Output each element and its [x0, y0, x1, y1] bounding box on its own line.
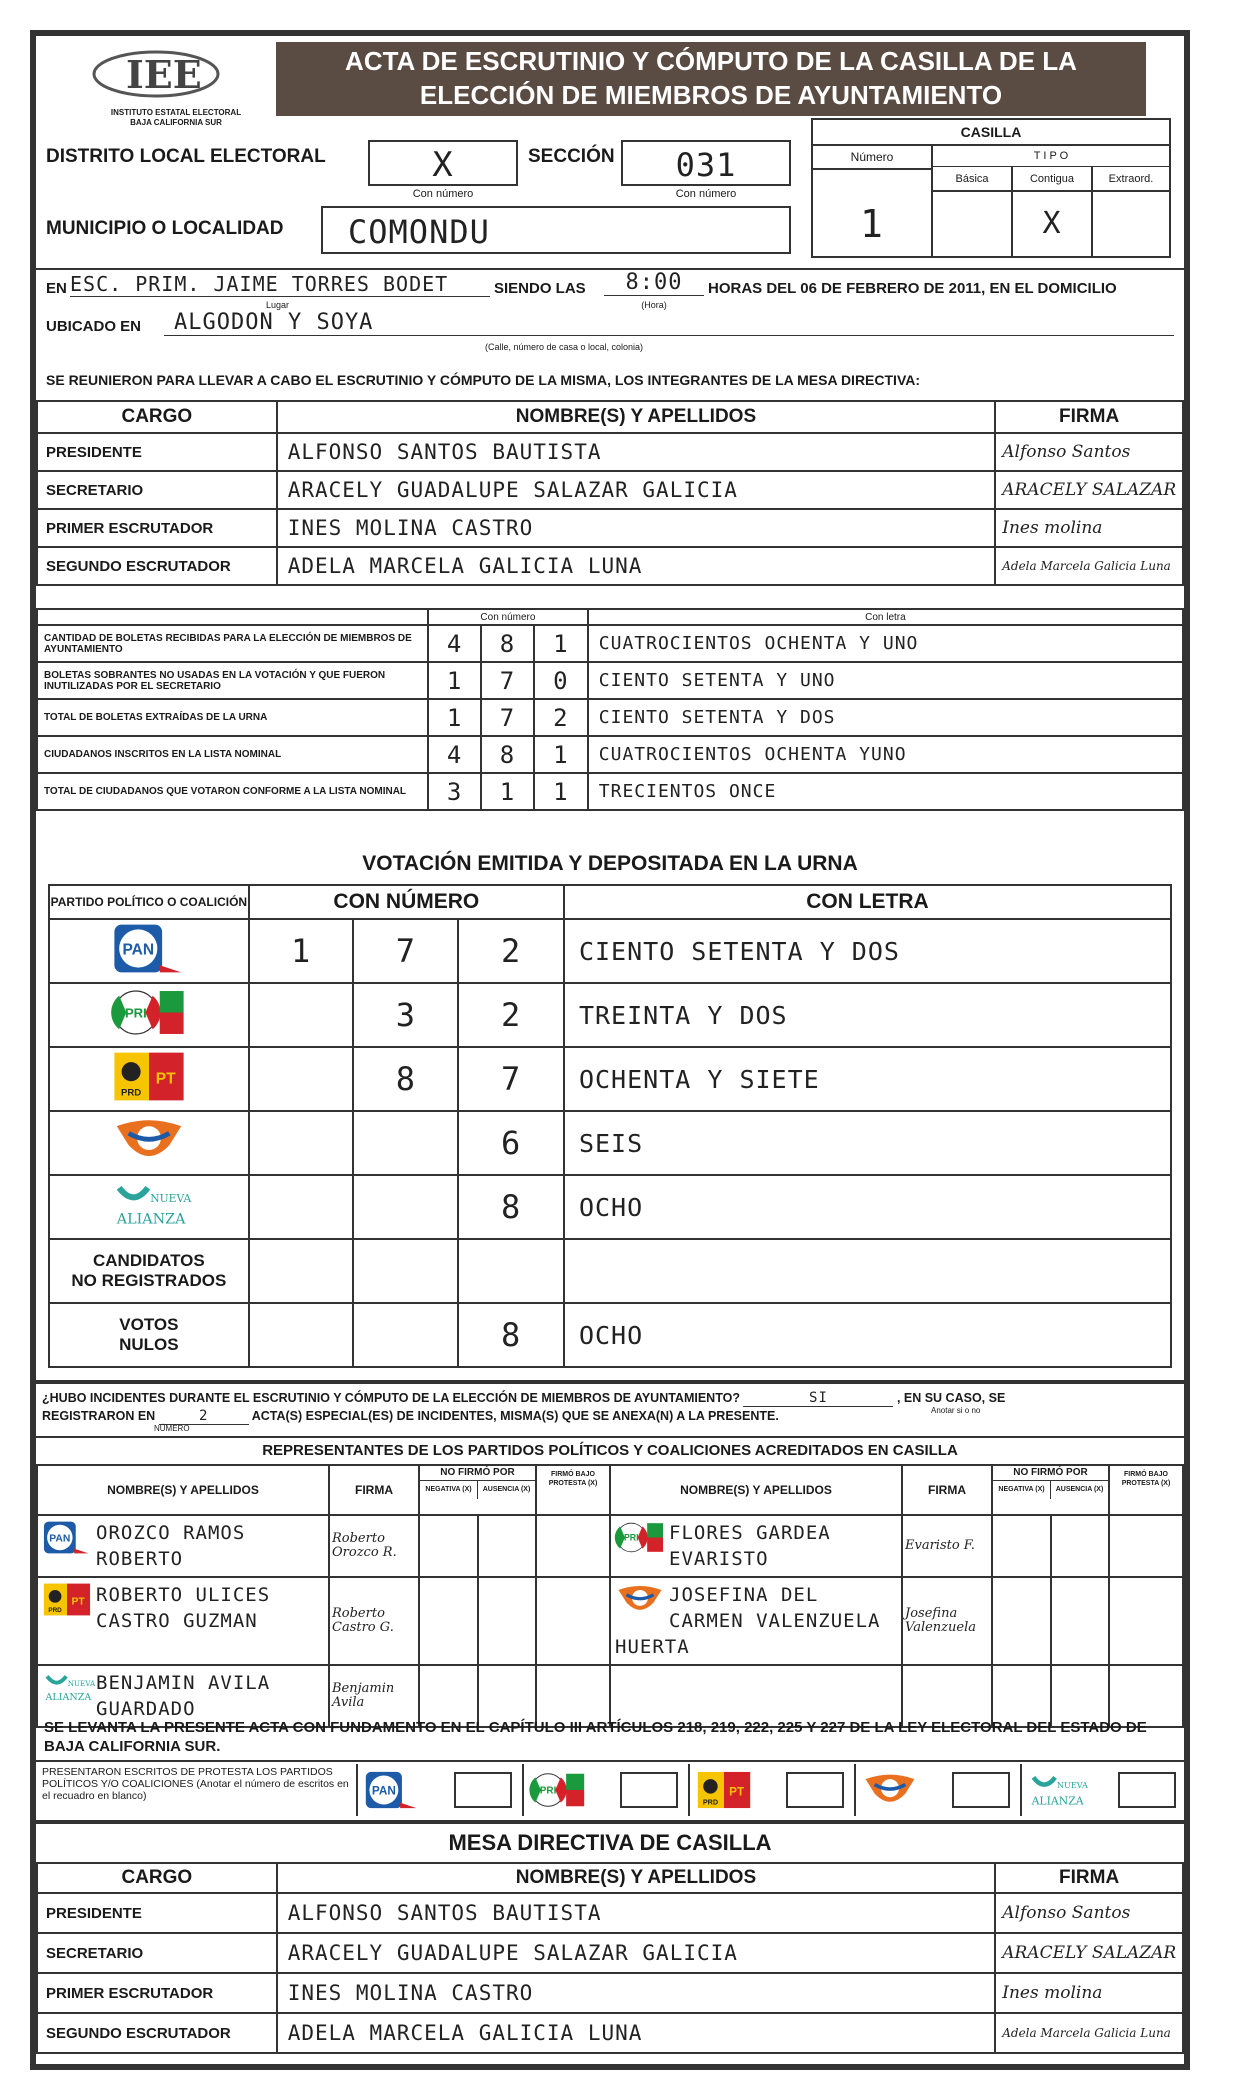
title-line2: ELECCIÓN DE MIEMBROS DE AYUNTAMIENTO: [419, 80, 1003, 110]
digit-units[interactable]: 2: [534, 699, 588, 736]
digit-tens[interactable]: 8: [481, 625, 534, 662]
pan-logo-icon: [112, 922, 186, 980]
vote-digit-hundreds[interactable]: [249, 1175, 354, 1239]
protesta-count-box[interactable]: [1118, 1772, 1176, 1808]
protesta-count-box[interactable]: [952, 1772, 1010, 1808]
no-firmo-header: [419, 1465, 536, 1515]
bajo-protesta-checkbox[interactable]: [536, 1577, 610, 1665]
negativa-label: NEGATIVA (X): [420, 1481, 478, 1499]
mesa2-firma-header: FIRMA: [995, 1863, 1183, 1893]
anotar-caption: Anotar si o no: [931, 1406, 981, 1415]
protesta-count-box[interactable]: [620, 1772, 678, 1808]
svg-text:NUEVA: NUEVA: [150, 1192, 192, 1206]
svg-text:ALIANZA: ALIANZA: [1031, 1794, 1084, 1808]
protesta-row: [356, 1764, 1184, 1816]
svg-text:PRI: PRI: [539, 1785, 557, 1797]
nombre-cell[interactable]: ALFONSO SANTOS BAUTISTA: [277, 1893, 996, 1933]
vote-digit-tens[interactable]: [353, 1239, 458, 1303]
firmo-bajo-protesta-header: FIRMÓ BAJO PROTESTA (X): [1109, 1465, 1183, 1515]
boletas-label: BOLETAS SOBRANTES NO USADAS EN LA VOTACIÓN Y QUE FUERON INUTILIZADAS POR EL SECRETARIO: [37, 662, 428, 699]
hora-value: 8:00: [604, 270, 704, 296]
repr-firma-header: FIRMA: [329, 1465, 419, 1515]
vote-digit-units[interactable]: 8: [458, 1303, 564, 1367]
municipio-label: MUNICIPIO O LOCALIDAD: [46, 218, 284, 239]
nombre-cell[interactable]: ADELA MARCELA GALICIA LUNA: [277, 2013, 996, 2053]
incidentes-question: ¿HUBO INCIDENTES DURANTE EL ESCRUTINIO Y CÓMPUTO DE LA ELECCIÓN DE MIEMBROS DE AYUNTAMIENTO?: [42, 1391, 740, 1405]
representante-nombre: FLORES GARDEA EVARISTO: [669, 1522, 831, 1570]
digit-hundreds[interactable]: 3: [428, 773, 481, 810]
ausencia-label: AUSENCIA (X): [1055, 1486, 1104, 1493]
incidentes-line2: [42, 1408, 779, 1425]
domicilio-caption: (Calle, número de casa o local, colonia): [484, 342, 644, 352]
prd-pt-logo-icon: [696, 1770, 752, 1815]
lugar-caption: Lugar: [266, 300, 290, 310]
firma-signature[interactable]: Adela Marcela Galicia Luna: [995, 547, 1183, 585]
protesta-pri-pvem: [522, 1764, 688, 1816]
cargo-cell: PRESIDENTE: [37, 433, 277, 471]
distrito-label: DISTRITO LOCAL ELECTORAL: [46, 146, 326, 167]
siendo-label: SIENDO LAS: [494, 280, 586, 297]
svg-text:PRI: PRI: [623, 1532, 639, 1543]
svg-text:ALIANZA: ALIANZA: [45, 1692, 92, 1704]
protesta-municipal: [854, 1764, 1020, 1816]
vote-letra-cell[interactable]: OCHO: [564, 1175, 1171, 1239]
institute-line2: BAJA CALIFORNIA SUR: [130, 118, 222, 127]
ausencia-checkbox[interactable]: [1051, 1515, 1110, 1577]
digit-tens[interactable]: 1: [481, 773, 534, 810]
mesa-row-segundo-escrutador: [37, 547, 1183, 585]
digit-tens[interactable]: 7: [481, 662, 534, 699]
representante-row: [37, 1577, 1183, 1665]
repr-nombre-header: NOMBRE(S) Y APELLIDOS: [610, 1465, 902, 1515]
votacion-row-votos-nulos: [49, 1303, 1171, 1367]
representante-nombre-cell[interactable]: [37, 1515, 329, 1577]
vote-digit-hundreds[interactable]: [249, 1303, 354, 1367]
svg-text:NUEVA: NUEVA: [67, 1678, 96, 1688]
nulos-line1: VOTOS: [119, 1315, 179, 1334]
protesta-count-box[interactable]: [454, 1772, 512, 1808]
digit-hundreds[interactable]: 4: [428, 736, 481, 773]
digit-units[interactable]: 0: [534, 662, 588, 699]
incidentes-line1-end: , EN SU CASO, SE: [896, 1391, 1006, 1405]
cargo-cell: SECRETARIO: [37, 471, 277, 509]
negativa-checkbox[interactable]: [992, 1577, 1051, 1665]
no-firmo-label: NO FIRMÓ POR: [420, 1466, 535, 1481]
firmo-bajo-protesta-header: FIRMÓ BAJO PROTESTA (X): [536, 1465, 610, 1515]
cnr-line2: NO REGISTRADOS: [71, 1271, 227, 1290]
seccion-field[interactable]: [621, 140, 791, 186]
registraron-text: ACTA(S) ESPECIAL(ES) DE INCIDENTES, MISMA(S) QUE SE ANEXA(N) A LA PRESENTE.: [251, 1409, 779, 1423]
ausencia-checkbox[interactable]: [478, 1515, 537, 1577]
firma-signature[interactable]: Ines molina: [995, 1973, 1183, 2013]
vote-digit-units[interactable]: [458, 1239, 564, 1303]
representante-nombre: BENJAMIN AVILA GUARDADO: [96, 1672, 271, 1720]
votacion-row-prd-pt: [49, 1047, 1171, 1111]
vote-letra-cell[interactable]: TREINTA Y DOS: [564, 983, 1171, 1047]
en-label: EN: [46, 280, 67, 297]
vote-letra-cell[interactable]: OCHENTA Y SIETE: [564, 1047, 1171, 1111]
protesta-nueva-alianza: [1020, 1764, 1186, 1816]
reunieron-text: SE REUNIERON PARA LLEVAR A CABO EL ESCRUTINIO Y CÓMPUTO DE LA MISMA, LOS INTEGRANTES DE LA MESA DIRECTIVA:: [46, 372, 921, 388]
basica-label: Básica: [933, 168, 1011, 192]
repr-nombre-header: NOMBRE(S) Y APELLIDOS: [37, 1465, 329, 1515]
pri-pvem-logo-icon: [615, 1520, 665, 1560]
vote-letra-cell[interactable]: OCHO: [564, 1303, 1171, 1367]
pan-logo-icon: [42, 1520, 92, 1560]
boletas-label: TOTAL DE BOLETAS EXTRAÍDAS DE LA URNA: [37, 699, 428, 736]
partido-header: PARTIDO POLÍTICO O COALICIÓN: [49, 885, 249, 919]
svg-text:PAN: PAN: [371, 1784, 396, 1798]
representante-firma[interactable]: Roberto Castro G.: [329, 1577, 419, 1665]
mesa-row-presidente: [37, 433, 1183, 471]
nombre-cell[interactable]: ADELA MARCELA GALICIA LUNA: [277, 547, 996, 585]
mesa2-title: MESA DIRECTIVA DE CASILLA: [448, 1830, 772, 1855]
letra-cell[interactable]: CIENTO SETENTA Y DOS: [588, 699, 1183, 736]
cargo-cell: SEGUNDO ESCRUTADOR: [37, 2013, 277, 2053]
cargo-header: CARGO: [37, 401, 277, 433]
boletas-row: [37, 625, 1183, 662]
firma-signature[interactable]: Alfonso Santos: [995, 1893, 1183, 1933]
cargo-cell: SECRETARIO: [37, 1933, 277, 1973]
vote-digit-tens[interactable]: 7: [353, 919, 458, 983]
firma-signature[interactable]: ARACELY SALAZAR: [995, 471, 1183, 509]
digit-tens[interactable]: 8: [481, 736, 534, 773]
incidentes-line1: [42, 1390, 1005, 1407]
svg-text:NUEVA: NUEVA: [1056, 1780, 1088, 1791]
votacion-row-pan: [49, 919, 1171, 983]
cargo-cell: PRESIDENTE: [37, 1893, 277, 1933]
firma-signature[interactable]: Alfonso Santos: [995, 433, 1183, 471]
digit-units[interactable]: 1: [534, 736, 588, 773]
letra-cell[interactable]: CIENTO SETENTA Y UNO: [588, 662, 1183, 699]
negativa-label: NEGATIVA (X): [993, 1481, 1051, 1499]
no-firmo-header: [992, 1465, 1109, 1515]
digit-hundreds[interactable]: 4: [428, 625, 481, 662]
representante-nombre-cell[interactable]: [37, 1577, 329, 1665]
acta-title: [276, 42, 1146, 116]
nombre-header: NOMBRE(S) Y APELLIDOS: [277, 401, 996, 433]
ubicado-label: UBICADO EN: [46, 318, 142, 335]
candidatos-no-registrados-label: [49, 1239, 249, 1303]
representantes-table: [36, 1464, 1184, 1728]
repr-firma-header: FIRMA: [902, 1465, 992, 1515]
vote-digit-units[interactable]: 7: [458, 1047, 564, 1111]
pri-pvem-logo-icon: [112, 986, 186, 1044]
votacion-table: [48, 884, 1172, 1368]
nombre-cell[interactable]: INES MOLINA CASTRO: [277, 509, 996, 547]
boletas-con-letra-header: Con letra: [588, 609, 1183, 625]
vote-digit-units[interactable]: 8: [458, 1175, 564, 1239]
municipio-value: COMONDU: [348, 213, 490, 251]
cargo-cell: PRIMER ESCRUTADOR: [37, 1973, 277, 2013]
firma-signature[interactable]: Ines molina: [995, 509, 1183, 547]
digit-hundreds[interactable]: 1: [428, 699, 481, 736]
digit-tens[interactable]: 7: [481, 699, 534, 736]
boletas-label: CIUDADANOS INSCRITOS EN LA LISTA NOMINAL: [37, 736, 428, 773]
representante-nombre-cell[interactable]: [610, 1515, 902, 1577]
cargo-cell: PRIMER ESCRUTADOR: [37, 509, 277, 547]
boletas-row: [37, 736, 1183, 773]
iee-logo: [76, 44, 276, 134]
protesta-pan: [356, 1764, 522, 1816]
prd-pt-logo-icon: [42, 1582, 92, 1622]
extraord-label: Extraord.: [1093, 168, 1169, 192]
svg-text:PT: PT: [71, 1596, 85, 1608]
municipal-logo-icon: [615, 1582, 665, 1622]
svg-text:PRD: PRD: [120, 1087, 142, 1099]
mesa-row-secretario: [37, 471, 1183, 509]
representante-nombre: OROZCO RAMOS ROBERTO: [96, 1522, 246, 1570]
representante-firma[interactable]: Roberto Orozco R.: [329, 1515, 419, 1577]
acta-sheet: [30, 30, 1190, 2070]
hora-caption: (Hora): [641, 300, 667, 310]
boletas-label: TOTAL DE CIUDADANOS QUE VOTARON CONFORME A LA LISTA NOMINAL: [37, 773, 428, 810]
mesa2-nombre-header: NOMBRE(S) Y APELLIDOS: [277, 1863, 996, 1893]
nueva-alianza-logo-icon: [42, 1670, 96, 1710]
mesa2-row-segundo-escrutador: [37, 2013, 1183, 2053]
cargo-cell: SEGUNDO ESCRUTADOR: [37, 547, 277, 585]
con-numero-header: CON NÚMERO: [249, 885, 564, 919]
con-letra-header: CON LETRA: [564, 885, 1171, 919]
prd-pt-logo-icon: [112, 1050, 186, 1108]
party-logo-cell: [49, 919, 249, 983]
pan-logo-icon: [364, 1770, 420, 1815]
mesa2-row-secretario: [37, 1933, 1183, 1973]
institute-line1: INSTITUTO ESTATAL ELECTORAL: [110, 108, 242, 117]
numero-caption: NÚMERO: [154, 1424, 190, 1433]
digit-units[interactable]: 1: [534, 773, 588, 810]
vote-digit-tens[interactable]: [353, 1175, 458, 1239]
nueva-alianza-logo-icon: [112, 1178, 192, 1236]
mesa2-table: [36, 1862, 1184, 2054]
boletas-row: [37, 773, 1183, 810]
boletas-label: CANTIDAD DE BOLETAS RECIBIDAS PARA LA ELECCIÓN DE MIEMBROS DE AYUNTAMIENTO: [37, 625, 428, 662]
vote-digit-hundreds[interactable]: [249, 1047, 354, 1111]
municipal-logo-icon: [112, 1114, 186, 1172]
incidentes-count: 2: [159, 1408, 249, 1425]
votos-nulos-label: [49, 1303, 249, 1367]
digit-units[interactable]: 1: [534, 625, 588, 662]
casilla-box: [811, 118, 1171, 258]
vote-letra-cell[interactable]: SEIS: [564, 1111, 1171, 1175]
protesta-count-box[interactable]: [786, 1772, 844, 1808]
votacion-row-nueva-alianza: [49, 1175, 1171, 1239]
digit-hundreds[interactable]: 1: [428, 662, 481, 699]
representante-nombre: JOSEFINA DEL CARMEN VALENZUELA HUERTA: [615, 1584, 881, 1658]
mesa-directiva-table: [36, 400, 1184, 586]
distrito-field[interactable]: [368, 140, 518, 186]
vote-digit-units[interactable]: 2: [458, 919, 564, 983]
protesta-text: PRESENTARON ESCRITOS DE PROTESTA LOS PARTIDOS POLÍTICOS Y/O COALICIONES (Anotar el número de escritos en el recuadro en blanco): [42, 1766, 349, 1802]
svg-text:IEE: IEE: [126, 52, 202, 97]
nombre-cell[interactable]: ARACELY GUADALUPE SALAZAR GALICIA: [277, 1933, 996, 1973]
letra-cell[interactable]: TRECIENTOS ONCE: [588, 773, 1183, 810]
municipal-logo-icon: [862, 1770, 918, 1815]
svg-text:PT: PT: [155, 1070, 176, 1088]
representante-nombre-cell[interactable]: [610, 1577, 902, 1665]
mesa2-row-primer-escrutador: [37, 1973, 1183, 2013]
vote-digit-tens[interactable]: [353, 1303, 458, 1367]
mesa2-row-presidente: [37, 1893, 1183, 1933]
votacion-row-municipal: [49, 1111, 1171, 1175]
horas-text: HORAS DEL 06 DE FEBRERO DE 2011, EN EL DOMICILIO: [708, 280, 1117, 297]
svg-text:PRD: PRD: [702, 1797, 719, 1807]
casilla-label: CASILLA: [813, 120, 1169, 146]
vote-digit-hundreds[interactable]: [249, 1239, 354, 1303]
svg-text:PAN: PAN: [49, 1533, 71, 1545]
svg-text:PRD: PRD: [48, 1607, 62, 1615]
no-firmo-label: NO FIRMÓ POR: [993, 1466, 1108, 1481]
nulos-line2: NULOS: [119, 1335, 179, 1354]
representante-nombre: ROBERTO ULICES CASTRO GUZMAN: [96, 1584, 271, 1632]
votacion-row-candidatos-no-registrados: [49, 1239, 1171, 1303]
pri-pvem-logo-icon: [530, 1770, 586, 1815]
svg-text:PAN: PAN: [122, 941, 154, 959]
cnr-line1: CANDIDATOS: [92, 1251, 205, 1270]
representantes-title: REPRESENTANTES DE LOS PARTIDOS POLÍTICOS Y COALICIONES ACREDITADOS EN CASILLA: [262, 1442, 958, 1459]
vote-digit-hundreds[interactable]: [249, 983, 354, 1047]
municipio-field[interactable]: [321, 206, 791, 254]
firma-signature[interactable]: ARACELY SALAZAR: [995, 1933, 1183, 1973]
representante-row: [37, 1515, 1183, 1577]
party-logo-cell: [49, 983, 249, 1047]
ausencia-checkbox[interactable]: [478, 1577, 537, 1665]
representante-firma[interactable]: Evaristo F.: [902, 1515, 992, 1577]
vote-digit-units[interactable]: 2: [458, 983, 564, 1047]
letra-cell[interactable]: CUATROCIENTOS OCHENTA YUNO: [588, 736, 1183, 773]
boletas-row: [37, 699, 1183, 736]
casilla-numero-value: 1: [860, 202, 884, 246]
svg-text:PT: PT: [729, 1785, 745, 1799]
fundamento-text: SE LEVANTA LA PRESENTE ACTA CON FUNDAMENTO EN EL CAPÍTULO III ARTÍCULOS 218, 219, 222, 225 Y 227 DE LA LEY ELECTORAL DEL ESTADO DE BAJA CALIFORNIA SUR.: [44, 1719, 1147, 1755]
bajo-protesta-checkbox[interactable]: [536, 1515, 610, 1577]
bajo-protesta-checkbox[interactable]: [1109, 1577, 1183, 1665]
seccion-label: SECCIÓN: [528, 146, 615, 167]
vote-letra-cell[interactable]: CIENTO SETENTA Y DOS: [564, 919, 1171, 983]
numero-label: Número: [813, 146, 931, 170]
nombre-cell[interactable]: ARACELY GUADALUPE SALAZAR GALICIA: [277, 471, 996, 509]
svg-text:ALIANZA: ALIANZA: [116, 1211, 186, 1228]
contigua-label: Contigua: [1013, 168, 1091, 192]
representante-firma[interactable]: Josefina Valenzuela: [902, 1577, 992, 1665]
incidentes-answer: SI: [743, 1390, 893, 1407]
votacion-title: VOTACIÓN EMITIDA Y DEPOSITADA EN LA URNA: [362, 852, 858, 875]
bajo-protesta-checkbox[interactable]: [1109, 1515, 1183, 1577]
title-line1: ACTA DE ESCRUTINIO Y CÓMPUTO DE LA CASILLA DE LA: [345, 46, 1077, 76]
vote-digit-units[interactable]: 6: [458, 1111, 564, 1175]
vote-digit-hundreds[interactable]: 1: [249, 919, 354, 983]
distrito-value: X: [432, 145, 454, 185]
protesta-prd-pt: [688, 1764, 854, 1816]
tipo-label: T I P O: [933, 146, 1169, 167]
nombre-cell[interactable]: ALFONSO SANTOS BAUTISTA: [277, 433, 996, 471]
negativa-checkbox[interactable]: [992, 1515, 1051, 1577]
lugar-value: ESC. PRIM. JAIME TORRES BODET: [70, 272, 490, 297]
party-logo-cell: [49, 1175, 249, 1239]
negativa-checkbox[interactable]: [419, 1577, 478, 1665]
vote-digit-tens[interactable]: [353, 1111, 458, 1175]
vote-digit-tens[interactable]: 3: [353, 983, 458, 1047]
nombre-cell[interactable]: INES MOLINA CASTRO: [277, 1973, 996, 2013]
vote-digit-hundreds[interactable]: [249, 1111, 354, 1175]
letra-cell[interactable]: CUATROCIENTOS OCHENTA Y UNO: [588, 625, 1183, 662]
firma-signature[interactable]: Adela Marcela Galicia Luna: [995, 2013, 1183, 2053]
svg-text:PRI: PRI: [124, 1005, 147, 1021]
negativa-checkbox[interactable]: [419, 1515, 478, 1577]
ausencia-label: AUSENCIA (X): [482, 1486, 531, 1493]
domicilio-value: ALGODON Y SOYA: [164, 310, 1174, 336]
ausencia-checkbox[interactable]: [1051, 1577, 1110, 1665]
mesa-row-primer-escrutador: [37, 509, 1183, 547]
representante-firma[interactable]: Benjamin Avila: [329, 1665, 419, 1727]
mesa2-cargo-header: CARGO: [37, 1863, 277, 1893]
contigua-value: X: [1042, 206, 1062, 241]
vote-letra-cell[interactable]: [564, 1239, 1171, 1303]
party-logo-cell: [49, 1111, 249, 1175]
seccion-value: 031: [675, 146, 737, 184]
boletas-table: [36, 608, 1184, 811]
party-logo-cell: [49, 1047, 249, 1111]
seccion-caption: Con número: [675, 188, 737, 200]
nueva-alianza-logo-icon: [1028, 1770, 1088, 1815]
vote-digit-tens[interactable]: 8: [353, 1047, 458, 1111]
boletas-con-numero-header: Con número: [428, 609, 588, 625]
votacion-row-pri-pvem: [49, 983, 1171, 1047]
distrito-caption: Con número: [412, 188, 474, 200]
registraron-label: REGISTRARON EN: [42, 1409, 156, 1423]
firma-header: FIRMA: [995, 401, 1183, 433]
boletas-row: [37, 662, 1183, 699]
